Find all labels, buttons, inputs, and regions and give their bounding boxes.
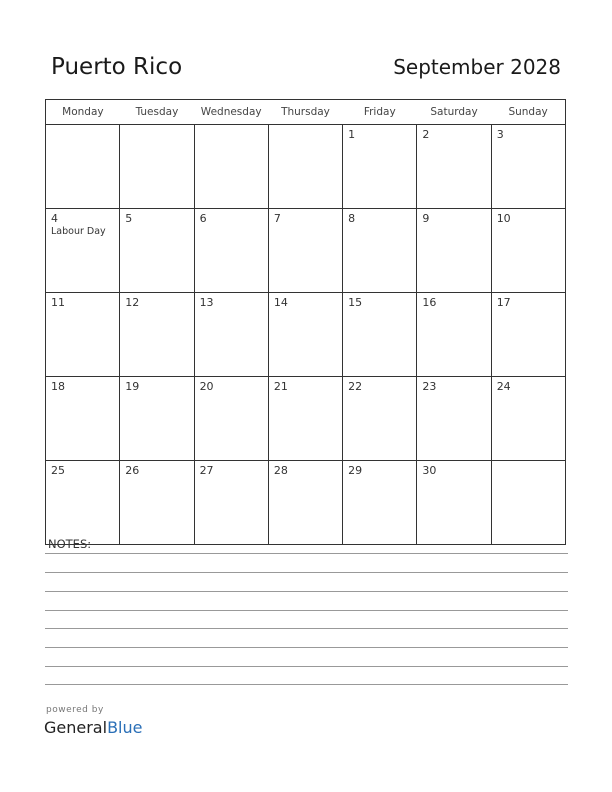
day-cell (120, 293, 194, 377)
day-cell (46, 125, 120, 209)
note-line (45, 647, 568, 648)
day-cell (417, 293, 491, 377)
day-cell (417, 125, 491, 209)
day-number: 3 (496, 128, 504, 141)
week-row (46, 377, 566, 461)
day-number: 5 (125, 212, 133, 225)
brand-name (44, 718, 142, 737)
day-number: 1 (348, 128, 356, 141)
weekday-header: Friday (343, 100, 417, 125)
day-number: 17 (496, 296, 511, 309)
day-number: 29 (348, 464, 363, 477)
day-cell (343, 461, 417, 545)
day-number: 26 (125, 464, 140, 477)
note-line (45, 666, 568, 667)
day-cell (491, 461, 565, 545)
day-cell (491, 209, 565, 293)
day-cell (343, 377, 417, 461)
day-cell (491, 125, 565, 209)
day-number: 10 (496, 212, 511, 225)
note-line (45, 591, 568, 592)
day-cell (343, 293, 417, 377)
notes-label: NOTES: (48, 537, 92, 551)
day-number: 12 (125, 296, 140, 309)
day-cell (46, 377, 120, 461)
day-number: 20 (199, 380, 214, 393)
day-cell (120, 209, 194, 293)
brand-general: General (44, 718, 108, 737)
weekday-header: Wednesday (194, 100, 268, 125)
week-row (46, 293, 566, 377)
day-cell (491, 293, 565, 377)
holiday-label: Labour Day (51, 226, 106, 237)
day-cell (268, 209, 342, 293)
weekday-header: Monday (46, 100, 120, 125)
day-number: 9 (422, 212, 430, 225)
day-cell (343, 125, 417, 209)
day-number: 23 (422, 380, 437, 393)
weekday-header: Thursday (268, 100, 342, 125)
day-cell (194, 461, 268, 545)
day-number: 27 (199, 464, 214, 477)
week-row (46, 209, 566, 293)
day-number: 8 (348, 212, 356, 225)
day-cell (268, 377, 342, 461)
day-number: 21 (273, 380, 288, 393)
note-line (45, 628, 568, 629)
day-number: 15 (348, 296, 363, 309)
day-number: 25 (51, 464, 65, 477)
day-number: 24 (496, 380, 511, 393)
day-cell (194, 125, 268, 209)
day-cell (46, 293, 120, 377)
week-row (46, 125, 566, 209)
brand-blue: Blue (107, 718, 143, 737)
day-number: 13 (199, 296, 214, 309)
day-cell (194, 293, 268, 377)
day-number: 7 (273, 212, 281, 225)
country-title: Puerto Rico (51, 54, 183, 80)
day-number: 19 (125, 380, 140, 393)
week-row (46, 461, 566, 545)
day-cell (417, 461, 491, 545)
day-cell (268, 461, 342, 545)
day-cell (46, 461, 120, 545)
note-line (45, 572, 568, 573)
day-number: 16 (422, 296, 437, 309)
day-cell (268, 293, 342, 377)
note-line (45, 610, 568, 611)
weekday-header: Tuesday (120, 100, 194, 125)
day-cell (194, 377, 268, 461)
day-number: 2 (422, 128, 430, 141)
day-number: 28 (273, 464, 288, 477)
day-cell (46, 209, 120, 293)
day-cell (194, 209, 268, 293)
weekday-header: Sunday (491, 100, 565, 125)
powered-by-text: powered by (46, 705, 104, 715)
day-cell (120, 377, 194, 461)
calendar-grid (45, 99, 566, 545)
day-number: 22 (348, 380, 363, 393)
note-line (45, 684, 568, 685)
day-cell (268, 125, 342, 209)
day-number: 11 (51, 296, 65, 309)
day-number: 18 (51, 380, 65, 393)
weekday-header-row (46, 100, 566, 125)
day-cell (120, 461, 194, 545)
day-number: 30 (422, 464, 437, 477)
day-cell (491, 377, 565, 461)
day-cell (417, 209, 491, 293)
day-number: 4 (51, 212, 58, 225)
month-year-title: September 2028 (393, 55, 561, 79)
note-line (45, 553, 568, 554)
day-number: 14 (273, 296, 288, 309)
day-cell (343, 209, 417, 293)
day-number: 6 (199, 212, 207, 225)
weekday-header: Saturday (417, 100, 491, 125)
day-cell (417, 377, 491, 461)
day-cell (120, 125, 194, 209)
